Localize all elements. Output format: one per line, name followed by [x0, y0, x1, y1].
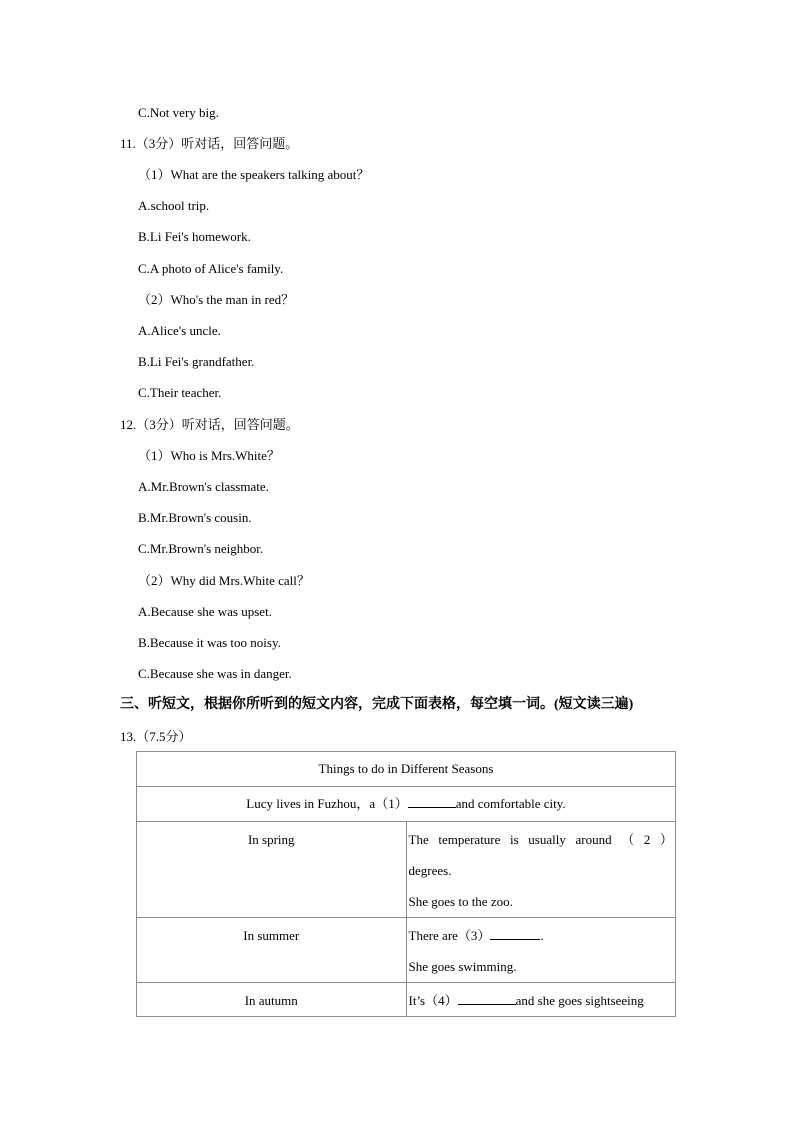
q11-sub1-option-c: C.A photo of Alice's family.: [138, 261, 284, 276]
word: The: [408, 832, 429, 847]
q13-header: 13.（7.5分）: [120, 729, 192, 744]
intro-text-after: and comfortable city.: [455, 796, 566, 811]
spring-line-1: [409, 824, 674, 855]
intro-text-before: Lucy lives in Fuzhou，a（1）: [246, 796, 408, 811]
season-detail-summer: [406, 918, 676, 983]
autumn-text-before: It’s（4）: [408, 993, 458, 1008]
blank-4[interactable]: [458, 992, 516, 1005]
season-label-autumn: In autumn: [137, 983, 407, 1017]
word: is: [510, 832, 519, 847]
word: usually: [528, 832, 566, 847]
q12-sub2-option-b: B.Because it was too noisy.: [138, 635, 281, 650]
q11-sub2-option-a: A.Alice's uncle.: [138, 323, 221, 338]
q11-sub2-option-c: C.Their teacher.: [138, 385, 222, 400]
summer-line-1: [409, 920, 674, 951]
table-row: [137, 918, 676, 983]
season-label-spring: In spring: [137, 822, 407, 918]
q11-sub1-question: （1）What are the speakers talking about？: [138, 167, 370, 182]
word: temperature: [438, 832, 501, 847]
q12-sub1-option-a: A.Mr.Brown's classmate.: [138, 479, 269, 494]
summer-line-2: She goes swimming.: [408, 959, 517, 974]
autumn-text-after: and she goes sightseeing: [515, 993, 644, 1008]
season-detail-autumn: [406, 983, 676, 1017]
q11-sub2-question: （2）Who's the man in red？: [138, 292, 295, 307]
seasons-table: [136, 751, 676, 1017]
table-row: [137, 983, 676, 1017]
word: ）: [659, 832, 673, 847]
summer-text-after: .: [540, 928, 544, 943]
season-detail-spring: [406, 822, 676, 918]
summer-text-before: There are（3）: [408, 928, 491, 943]
q12-sub1-option-c: C.Mr.Brown's neighbor.: [138, 541, 264, 556]
q11-sub1-option-a: A.school trip.: [138, 198, 210, 213]
table-intro: [137, 787, 676, 822]
q10-option-c: C.Not very big.: [138, 105, 219, 120]
table-title: Things to do in Different Seasons: [137, 752, 676, 787]
q12-sub2-option-c: C.Because she was in danger.: [138, 666, 292, 681]
blank-3[interactable]: [490, 927, 540, 940]
spring-line-2: degrees.: [408, 863, 452, 878]
q12-sub2-option-a: A.Because she was upset.: [138, 604, 272, 619]
table-row: [137, 822, 676, 918]
spring-line-3: She goes to the zoo.: [408, 894, 513, 909]
q11-header: 11.（3分）听对话，回答问题。: [120, 136, 299, 151]
q12-sub2-question: （2）Why did Mrs.White call？: [138, 573, 310, 588]
section-3-title: 三、听短文，根据你所听到的短文内容，完成下面表格，每空填一词。(短文读三遍): [120, 697, 634, 712]
table-row: [137, 787, 676, 822]
word: 2: [643, 832, 651, 847]
q11-sub1-option-b: B.Li Fei's homework.: [138, 229, 251, 244]
table-row: [137, 752, 676, 787]
q12-header: 12.（3分）听对话，回答问题。: [120, 417, 299, 432]
word: around: [575, 832, 612, 847]
word: （: [621, 832, 635, 847]
q11-sub2-option-b: B.Li Fei's grandfather.: [138, 354, 255, 369]
blank-1[interactable]: [408, 795, 456, 808]
q12-sub1-question: （1）Who is Mrs.White？: [138, 448, 280, 463]
q12-sub1-option-b: B.Mr.Brown's cousin.: [138, 510, 252, 525]
season-label-summer: In summer: [137, 918, 407, 983]
